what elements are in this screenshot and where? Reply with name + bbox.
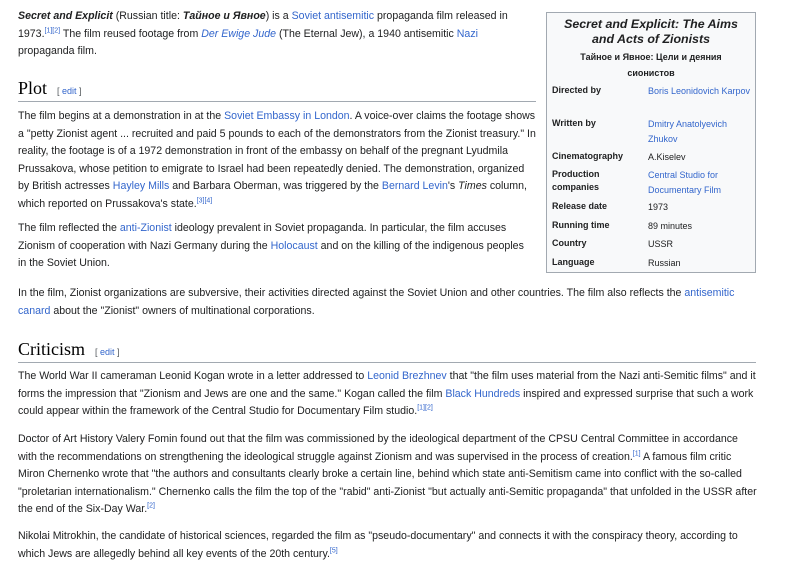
link-der-ewige-jude[interactable]: Der Ewige Jude [201,27,277,40]
infobox-label: Language [552,257,595,267]
plot-paragraph-1: The film begins at a demonstration in at the Soviet Embassy in London. A voice-over claims the footage shows a "petty Zionist agent ... recruited and paid 5 pounds to each of the demonstrators from the Zionist treasury." In reality, the footage is of a 1972 demonstration in front of the embassy on behalf of the pregnant Lyudmila Prussakova, whose petition to emigrate to Israel had been repeatedly denied. The demonstration, organized by British actresses Hayley Mills and Barbara Oberman, was triggered by the Bernard Levin's Times column, which reported on Prussakova's state.[3][4] [18,110,536,210]
criticism-paragraph-3: Nikolai Mitrokhin, the candidate of historical sciences, regarded the film as "pseudo-documentary" and connects it with the conspiracy theory, according to which Jews are allegedly behind all key events of the 20th century.[5] [18,530,738,560]
plot-heading [18,78,536,102]
link-antisemitic-canard[interactable]: antisemitic canard [18,287,735,317]
infobox-label: Country [552,238,587,248]
infobox-value-directed-by[interactable]: Boris Leonidovich Karpov [648,86,751,96]
criticism-paragraph-2: Doctor of Art History Valery Fomin found out that the film was commissioned by the ideological department of the CPSU Central Committee in accordance with the recommendations on strengthening the ideological struggle against Zionism and was supervised in the process of creation.[1] A famous film critic Miron Chernenko wrote that "the authors and consultants clearly broke a certain line, behind which state anti-Semitism came into conflict with the so-called "proletarian internationalism." Chernenko calls the film the top of the "rabid" anti-Zionist "but actually anti-Semitic propaganda" that unfolded in the USSR after the end of the Six-Day War.[2] [18,433,757,516]
ref-2-criticism[interactable]: [2] [147,502,155,510]
intro-title: Secret and Explicit [18,10,113,22]
link-soviet[interactable]: Soviet [291,10,322,22]
infobox-title: Secret and Explicit: The Aims and Acts of Zionists [564,17,738,46]
intro-title-ru: Тайное и Явное [182,10,266,22]
link-bernard-levin[interactable]: Bernard Levin [381,180,448,193]
link-soviet-embassy[interactable]: Soviet Embassy in London [224,110,350,122]
link-nazi[interactable]: Nazi [456,27,478,40]
criticism-edit-link[interactable]: edit [100,347,115,357]
intro-paragraph: Secret and Explicit (Russian title: Тайное и Явное) is a Soviet antisemitic propaganda film released in 1973.[1][2] The film reused footage from Der Ewige Jude (The Eternal Jew), a 1940 antisemitic Nazi propaganda film. [18,10,508,58]
infobox-label: Cinematography [552,151,624,161]
link-antisemitic[interactable]: antisemitic [324,10,375,22]
plot-edit-link[interactable]: edit [62,86,77,96]
ref-3-4[interactable]: [3][4] [196,197,213,205]
infobox-value-country: USSR [648,239,674,249]
criticism-edit-section: [ edit ] [95,347,120,357]
infobox [546,12,756,273]
link-black-hundreds[interactable]: Black Hundreds [445,387,521,400]
infobox-value-release-date: 1973 [648,202,669,212]
ref-1-criticism[interactable]: [1] [632,450,641,458]
criticism-title: Criticism [18,339,85,359]
plot-paragraph-2: The film reflected the anti-Zionist ideology prevalent in Soviet propaganda. In particular, the film accuses Zionism of cooperation with Nazi Germany during the Holocaust and on the killing of the indigenous peoples in the Soviet Union. [18,222,524,270]
ref-1-2[interactable]: [1][2] [44,27,61,35]
infobox-value-running-time: 89 minutes [648,221,693,231]
infobox-label: Release date [552,201,608,211]
infobox-value-production[interactable]: Central Studio for Documentary Film [648,170,722,195]
plot-paragraph-3: In the film, Zionist organizations are subversive, their activities directed against the Soviet Union and other countries. The film also reflects the antisemitic canard about the "Zionist" owners of multinational corporations. [18,287,735,317]
infobox-label: Running time [552,220,610,230]
criticism-paragraph-1: The World War II cameraman Leonid Kogan wrote in a letter addressed to Leonid Brezhnev that "the film uses material from the Nazi anti-Semitic films" and it forms the impression that "Zionism and Jews are one and the same." Kogan called the film Black Hundreds inspired and expressed surprise that such a work could appear within the framework of the Central Studio for Documentary Film studio.[1][2] [18,370,756,418]
infobox-value-language: Russian [648,258,681,268]
infobox-label: Directed by [552,85,602,95]
ref-1-2-criticism[interactable]: [1][2] [417,404,433,412]
link-holocaust[interactable]: Holocaust [270,239,318,252]
infobox-label: Written by [552,118,596,128]
plot-edit-section: [ edit ] [57,86,82,96]
ref-5[interactable]: [5] [329,547,338,555]
plot-title: Plot [18,78,48,98]
infobox-value-cinematography: A.Kiselev [648,152,686,162]
criticism-heading [18,339,756,363]
infobox-value-written-by[interactable]: Dmitry Anatolyevich Zhukov [648,119,728,144]
link-anti-zionist[interactable]: anti-Zionist [119,222,172,234]
infobox-subtitle: Тайное и Явное: Цели и деяния сионистов [580,52,722,78]
link-hayley-mills[interactable]: Hayley Mills [112,180,170,193]
infobox-label: Production companies [552,169,600,192]
link-leonid-brezhnev[interactable]: Leonid Brezhnev [367,370,447,382]
